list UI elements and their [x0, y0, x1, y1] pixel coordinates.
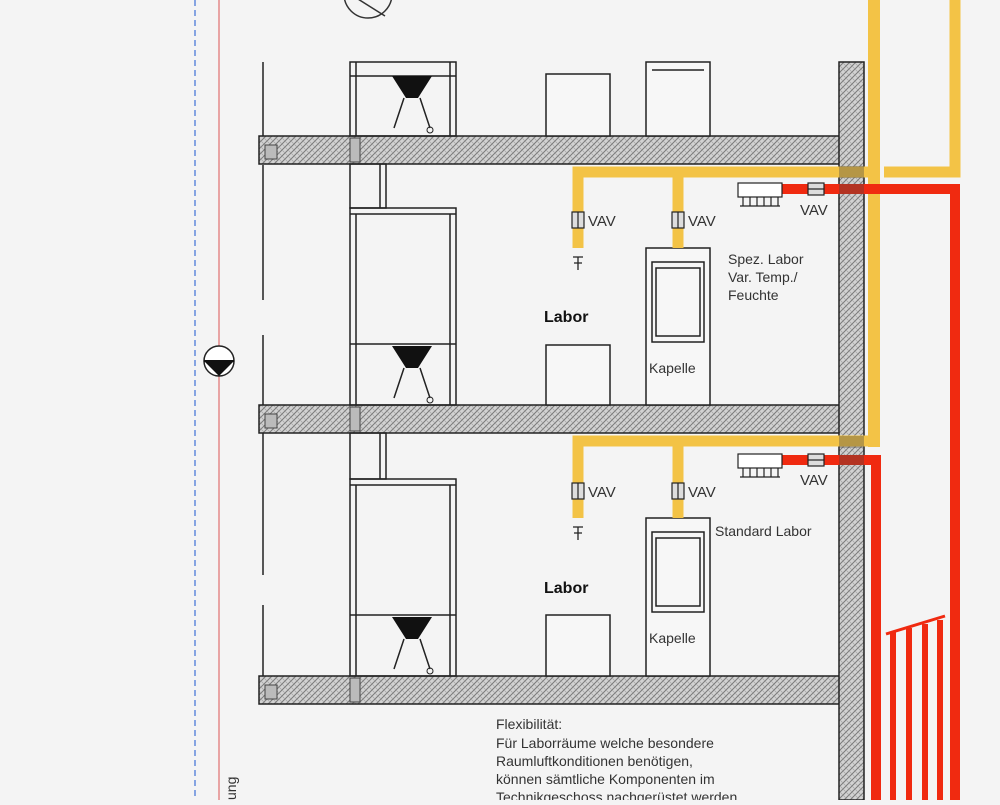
label-vav: VAV	[800, 202, 828, 219]
spez-labor-line-2: Var. Temp./	[728, 269, 798, 285]
side-label: ung	[223, 776, 239, 800]
lab-stool-icon	[392, 76, 433, 133]
notes-line: können sämtliche Komponenten im	[496, 771, 715, 787]
lab-stool-icon	[392, 617, 433, 674]
fume-hood-lower	[646, 518, 710, 676]
label-vav: VAV	[688, 213, 716, 230]
fume-hood-upper	[646, 248, 710, 405]
spez-labor-line-3: Feuchte	[728, 287, 779, 303]
fume-hood-label: Kapelle	[649, 630, 696, 646]
north-arrow-icon	[344, 0, 392, 18]
lab-stool-icon	[392, 346, 433, 403]
floor-slab-top	[259, 136, 841, 164]
label-vav: VAV	[588, 213, 616, 230]
label-vav: VAV	[588, 484, 616, 501]
label-vav: VAV	[800, 472, 828, 489]
air-diffuser-icon	[738, 183, 782, 206]
air-diffuser-icon	[738, 454, 782, 477]
standard-labor-label: Standard Labor	[715, 523, 812, 539]
spez-labor-line-1: Spez. Labor	[728, 251, 804, 267]
level-marker-icon	[204, 346, 234, 376]
room-label-labor: Labor	[544, 309, 589, 326]
notes-line: Technikgeschoss nachgerüstet werden.	[496, 789, 742, 800]
room-label-labor: Labor	[544, 580, 589, 597]
floor-slab-bottom	[259, 676, 841, 704]
fume-hood-label: Kapelle	[649, 360, 696, 376]
label-vav: VAV	[688, 484, 716, 501]
notes-title: Flexibilität:	[496, 716, 563, 732]
notes-line: Raumluftkonditionen benötigen,	[496, 753, 693, 769]
floor-slab-middle	[259, 405, 841, 433]
notes-line: Für Laborräume welche besondere	[496, 735, 714, 751]
